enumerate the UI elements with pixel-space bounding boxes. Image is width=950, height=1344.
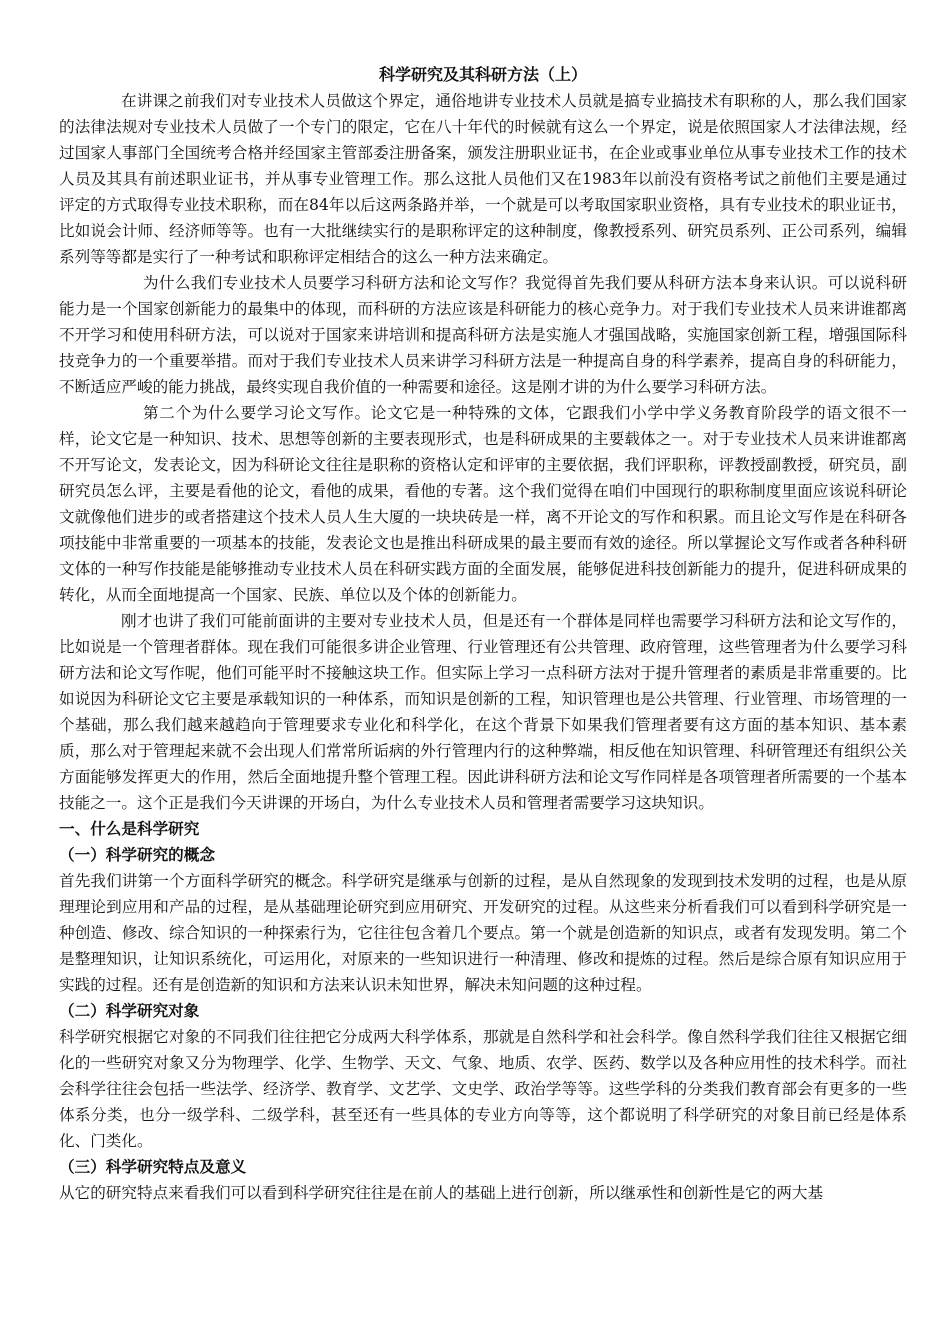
subsection-heading-concept: （一）科学研究的概念	[59, 845, 215, 864]
intro-paragraph-4: 刚才也讲了我们可能前面讲的主要对专业技术人员，但是还有一个群体是同样也需要学习科研方法和论文写作的，比如说是一个管理者群体。现在我们可能很多讲企业管理、行业管理还有公共管理、政府管理，这些管理者为什么要学习科研方法和论文写作呢，他们可能平时不接触这块工作。但实际上学习一点科研方法对于提升管理者的素质是非常重要的。比如说因为科研论文它主要是承载知识的一种体系，而知识是创新的工程，知识管理也是公共管理、行业管理、市场管理的一个基础，那么我们越来越趋向于管理要求专业化和科学化，在这个背景下如果我们管理者要有这方面的基本知识、基本素质，那么对于管理起来就不会出现人们常常所诟病的外行管理内行的这种弊端，相反他在知识管理、科研管理还有组织公关方面能够发挥更大的作用，然后全面地提升整个管理工程。因此讲科研方法和论文写作同样是各项管理者所需要的一个基本技能之一。这个正是我们今天讲课的开场白，为什么专业技术人员和管理者需要学习这块知识。	[59, 612, 907, 812]
intro-paragraph-1: 在讲课之前我们对专业技术人员做这个界定，通俗地讲专业技术人员就是搞专业搞技术有职称的人，那么我们国家的法律法规对专业技术人员做了一个专门的限定，它在八十年代的时候就有这么一个界定，说是依照国家人才法律法规，经过国家人事部门全国统考合格并经国家主管部委注册备案，颁发注册职业证书，在企业或事业单位从事专业技术工作的技术人员及其具有前述职业证书，并从事专业管理工作。那么这批人员他们又在1983年以前没有资格考试之前他们主要是通过评定的方式取得专业技术职称，而在84年以后这两条路并举，一个就是可以考取国家职业资格，具有专业技术的职业证书，比如说会计师、经济师等等。也有一大批继续实行的是职称评定的这种制度，像教授系列、研究员系列、正公司系列，编辑系列等等都是实行了一种考试和职称评定相结合的这么一种方法来确定。	[59, 92, 907, 266]
document-title: 科学研究及其科研方法（上）	[378, 65, 587, 84]
subsection-heading-features: （三）科学研究特点及意义	[59, 1157, 247, 1176]
intro-paragraph-3: 第二个为什么要学习论文写作。论文它是一种特殊的文体，它跟我们小学中学义务教育阶段学的语文很不一样，论文它是一种知识、技术、思想等创新的主要表现形式，也是科研成果的主要载体之一。对于专业技术人员来讲谁都离不开写论文，发表论文，因为科研论文往往是职称的资格认定和评审的主要依据，我们评职称，评教授副教授，研究员，副研究员怎么评，主要是看他的论文，看他的成果，看他的专著。这个我们觉得在咱们中国现行的职称制度里面应该说科研论文就像他们进步的或者搭建这个技术人员人生大厦的一块块砖是一样，离不开论文的写作和积累。而且论文写作是在科研各项技能中非常重要的一项基本的技能，发表论文也是推出科研成果的最主要而有效的途径。所以掌握论文写作或者各种科研文体的一种写作技能是能够推动专业技术人员在科研实践方面的全面发展，能够促进科技创新能力的提升，促进科研成果的转化，从而全面地提高一个国家、民族、单位以及个体的创新能力。	[59, 404, 907, 604]
subsection-body-objects: 科学研究根据它对象的不同我们往往把它分成两大科学体系，那就是自然科学和社会科学。像自然科学我们往往又根据它细化的一些研究对象又分为物理学、化学、生物学、天文、气象、地质、农学、医药、数学以及各种应用性的技术科学。而社会科学往往会包括一些法学、经济学、教育学、文艺学、文史学、政治学等等。这些学科的分类我们教育部会有更多的一些体系分类，也分一级学科、二级学科，甚至还有一些具体的专业方向等等，这个都说明了科学研究的对象目前已经是体系化、门类化。	[59, 1028, 907, 1150]
document-page	[59, 62, 907, 1206]
subsection-body-features: 从它的研究特点来看我们可以看到科学研究往往是在前人的基础上进行创新，所以继承性和创新性是它的两大基	[59, 1184, 824, 1202]
subsection-heading-objects: （二）科学研究对象	[59, 1001, 200, 1020]
section-heading-1: 一、什么是科学研究	[59, 819, 200, 838]
subsection-body-concept: 首先我们讲第一个方面科学研究的概念。科学研究是继承与创新的过程，是从自然现象的发现到技术发明的过程，也是从原理理论到应用和产品的过程，是从基础理论研究到应用研究、开发研究的过程。从这些来分析看我们可以看到科学研究是一种创造、修改、综合知识的一种探索行为，它往往包含着几个要点。第一个就是创造新的知识点，或者有发现发明。第二个是整理知识，让知识系统化，可运用化，对原来的一些知识进行一种清理、修改和提炼的过程。然后是综合原有知识应用于实践的过程。还有是创造新的知识和方法来认识未知世界，解决未知问题的这种过程。	[59, 872, 907, 994]
intro-paragraph-2: 为什么我们专业技术人员要学习科研方法和论文写作？我觉得首先我们要从科研方法本身来认识。可以说科研能力是一个国家创新能力的最集中的体现，而科研的方法应该是科研能力的核心竞争力。对于我们专业技术人员来讲谁都离不开学习和使用科研方法，可以说对于国家来讲培训和提高科研方法是实施人才强国战略，实施国家创新工程，增强国际科技竞争力的一个重要举措。而对于我们专业技术人员来讲学习科研方法是一种提高自身的科学素养，提高自身的科研能力，不断适应严峻的能力挑战，最终实现自我价值的一种需要和途径。这是刚才讲的为什么要学习科研方法。	[59, 274, 907, 396]
